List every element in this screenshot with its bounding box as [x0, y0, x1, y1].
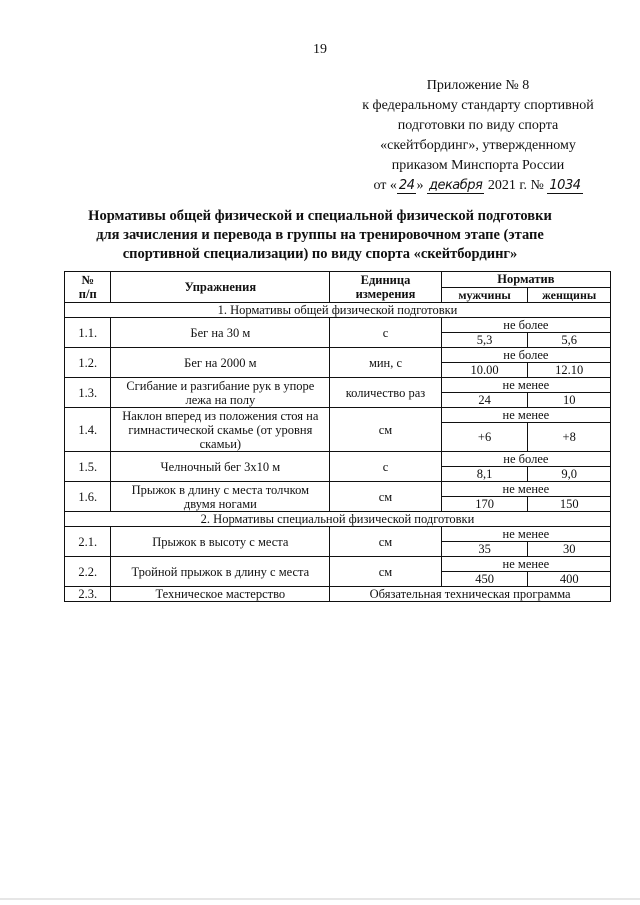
date-year: 2021 г. №	[487, 178, 544, 193]
table-row	[65, 482, 611, 497]
row-condition: не менее	[441, 527, 610, 542]
document-title	[60, 207, 580, 264]
row-men: 24	[441, 393, 528, 408]
row-exercise: Челночный бег 3х10 м	[111, 452, 330, 482]
row-women: 12.10	[528, 363, 611, 378]
row-women: 5,6	[528, 333, 611, 348]
norms-table	[64, 271, 611, 602]
row-men: 35	[441, 542, 528, 557]
title-line: Нормативы общей физической и специальной физической подготовки	[88, 208, 552, 224]
table-row	[65, 557, 611, 572]
table-row	[65, 348, 611, 363]
row-condition: не более	[441, 452, 610, 467]
table-row	[65, 318, 611, 333]
header-men: мужчины	[441, 287, 528, 303]
appendix-line: подготовки по виду спорта	[397, 118, 559, 133]
row-women: 150	[528, 497, 611, 512]
row-men: 5,3	[441, 333, 528, 348]
row-women: 10	[528, 393, 611, 408]
row-norm-text: Обязательная техническая программа	[330, 587, 611, 602]
row-unit: с	[330, 452, 441, 482]
row-unit: мин, с	[330, 348, 441, 378]
appendix-title: Приложение № 8	[426, 78, 530, 93]
appendix-line: к федеральному стандарту спортивной	[362, 98, 594, 113]
section-title: 2. Нормативы специальной физической подготовки	[65, 512, 611, 527]
row-num: 1.6.	[65, 482, 111, 512]
table-row	[65, 378, 611, 393]
row-exercise: Прыжок в длину с места толчком двумя ногами	[111, 482, 330, 512]
row-condition: не более	[441, 348, 610, 363]
row-unit: см	[330, 482, 441, 512]
row-exercise: Тройной прыжок в длину с места	[111, 557, 330, 587]
appendix-line: приказом Минспорта России	[391, 158, 565, 173]
date-day: 24	[398, 178, 415, 193]
date-month: декабря	[428, 178, 483, 193]
date-prefix: от «	[373, 178, 397, 193]
table-row	[65, 587, 611, 602]
row-exercise: Техническое мастерство	[111, 587, 330, 602]
row-num: 1.3.	[65, 378, 111, 408]
row-women: 9,0	[528, 467, 611, 482]
row-unit: см	[330, 408, 441, 452]
header-row	[65, 272, 611, 288]
row-unit: количество раз	[330, 378, 441, 408]
table-row	[65, 452, 611, 467]
appendix-block	[330, 76, 626, 196]
table-row	[65, 527, 611, 542]
section-row	[65, 512, 611, 527]
row-men: 8,1	[441, 467, 528, 482]
section-row	[65, 303, 611, 318]
row-unit: см	[330, 527, 441, 557]
row-num: 1.5.	[65, 452, 111, 482]
row-num: 1.4.	[65, 408, 111, 452]
title-line: спортивной специализации) по виду спорта «скейтбординг»	[122, 246, 518, 262]
row-exercise: Бег на 30 м	[111, 318, 330, 348]
appendix-date-line	[330, 176, 626, 196]
row-condition: не менее	[441, 378, 610, 393]
row-women: 400	[528, 572, 611, 587]
header-exercise: Упражнения	[111, 272, 330, 303]
row-men: 10.00	[441, 363, 528, 378]
row-condition: не менее	[441, 557, 610, 572]
row-men: +6	[441, 423, 528, 452]
row-condition: не более	[441, 318, 610, 333]
row-exercise: Наклон вперед из положения стоя на гимнастической скамье (от уровня скамьи)	[111, 408, 330, 452]
row-unit: см	[330, 557, 441, 587]
row-num: 1.1.	[65, 318, 111, 348]
row-condition: не менее	[441, 408, 610, 423]
row-num: 2.1.	[65, 527, 111, 557]
row-exercise: Бег на 2000 м	[111, 348, 330, 378]
row-men: 170	[441, 497, 528, 512]
section-title: 1. Нормативы общей физической подготовки	[65, 303, 611, 318]
date-mid: »	[416, 178, 424, 193]
row-exercise: Прыжок в высоту с места	[111, 527, 330, 557]
order-number: 1034	[549, 178, 581, 193]
row-exercise: Сгибание и разгибание рук в упоре лежа на полу	[111, 378, 330, 408]
appendix-line: «скейтбординг», утвержденному	[380, 138, 576, 153]
row-num: 2.2.	[65, 557, 111, 587]
row-men: 450	[441, 572, 528, 587]
title-line: для зачисления и перевода в группы на тренировочном этапе (этапе	[96, 227, 544, 243]
row-women: +8	[528, 423, 611, 452]
page-bottom-edge	[0, 898, 640, 900]
row-num: 1.2.	[65, 348, 111, 378]
header-women: женщины	[528, 287, 611, 303]
row-num: 2.3.	[65, 587, 111, 602]
page-number: 19	[313, 42, 327, 57]
row-women: 30	[528, 542, 611, 557]
row-condition: не менее	[441, 482, 610, 497]
table-row	[65, 408, 611, 423]
row-unit: с	[330, 318, 441, 348]
header-unit: Единица измерения	[330, 272, 441, 303]
header-norm: Норматив	[441, 272, 610, 288]
header-num: № п/п	[65, 272, 111, 303]
